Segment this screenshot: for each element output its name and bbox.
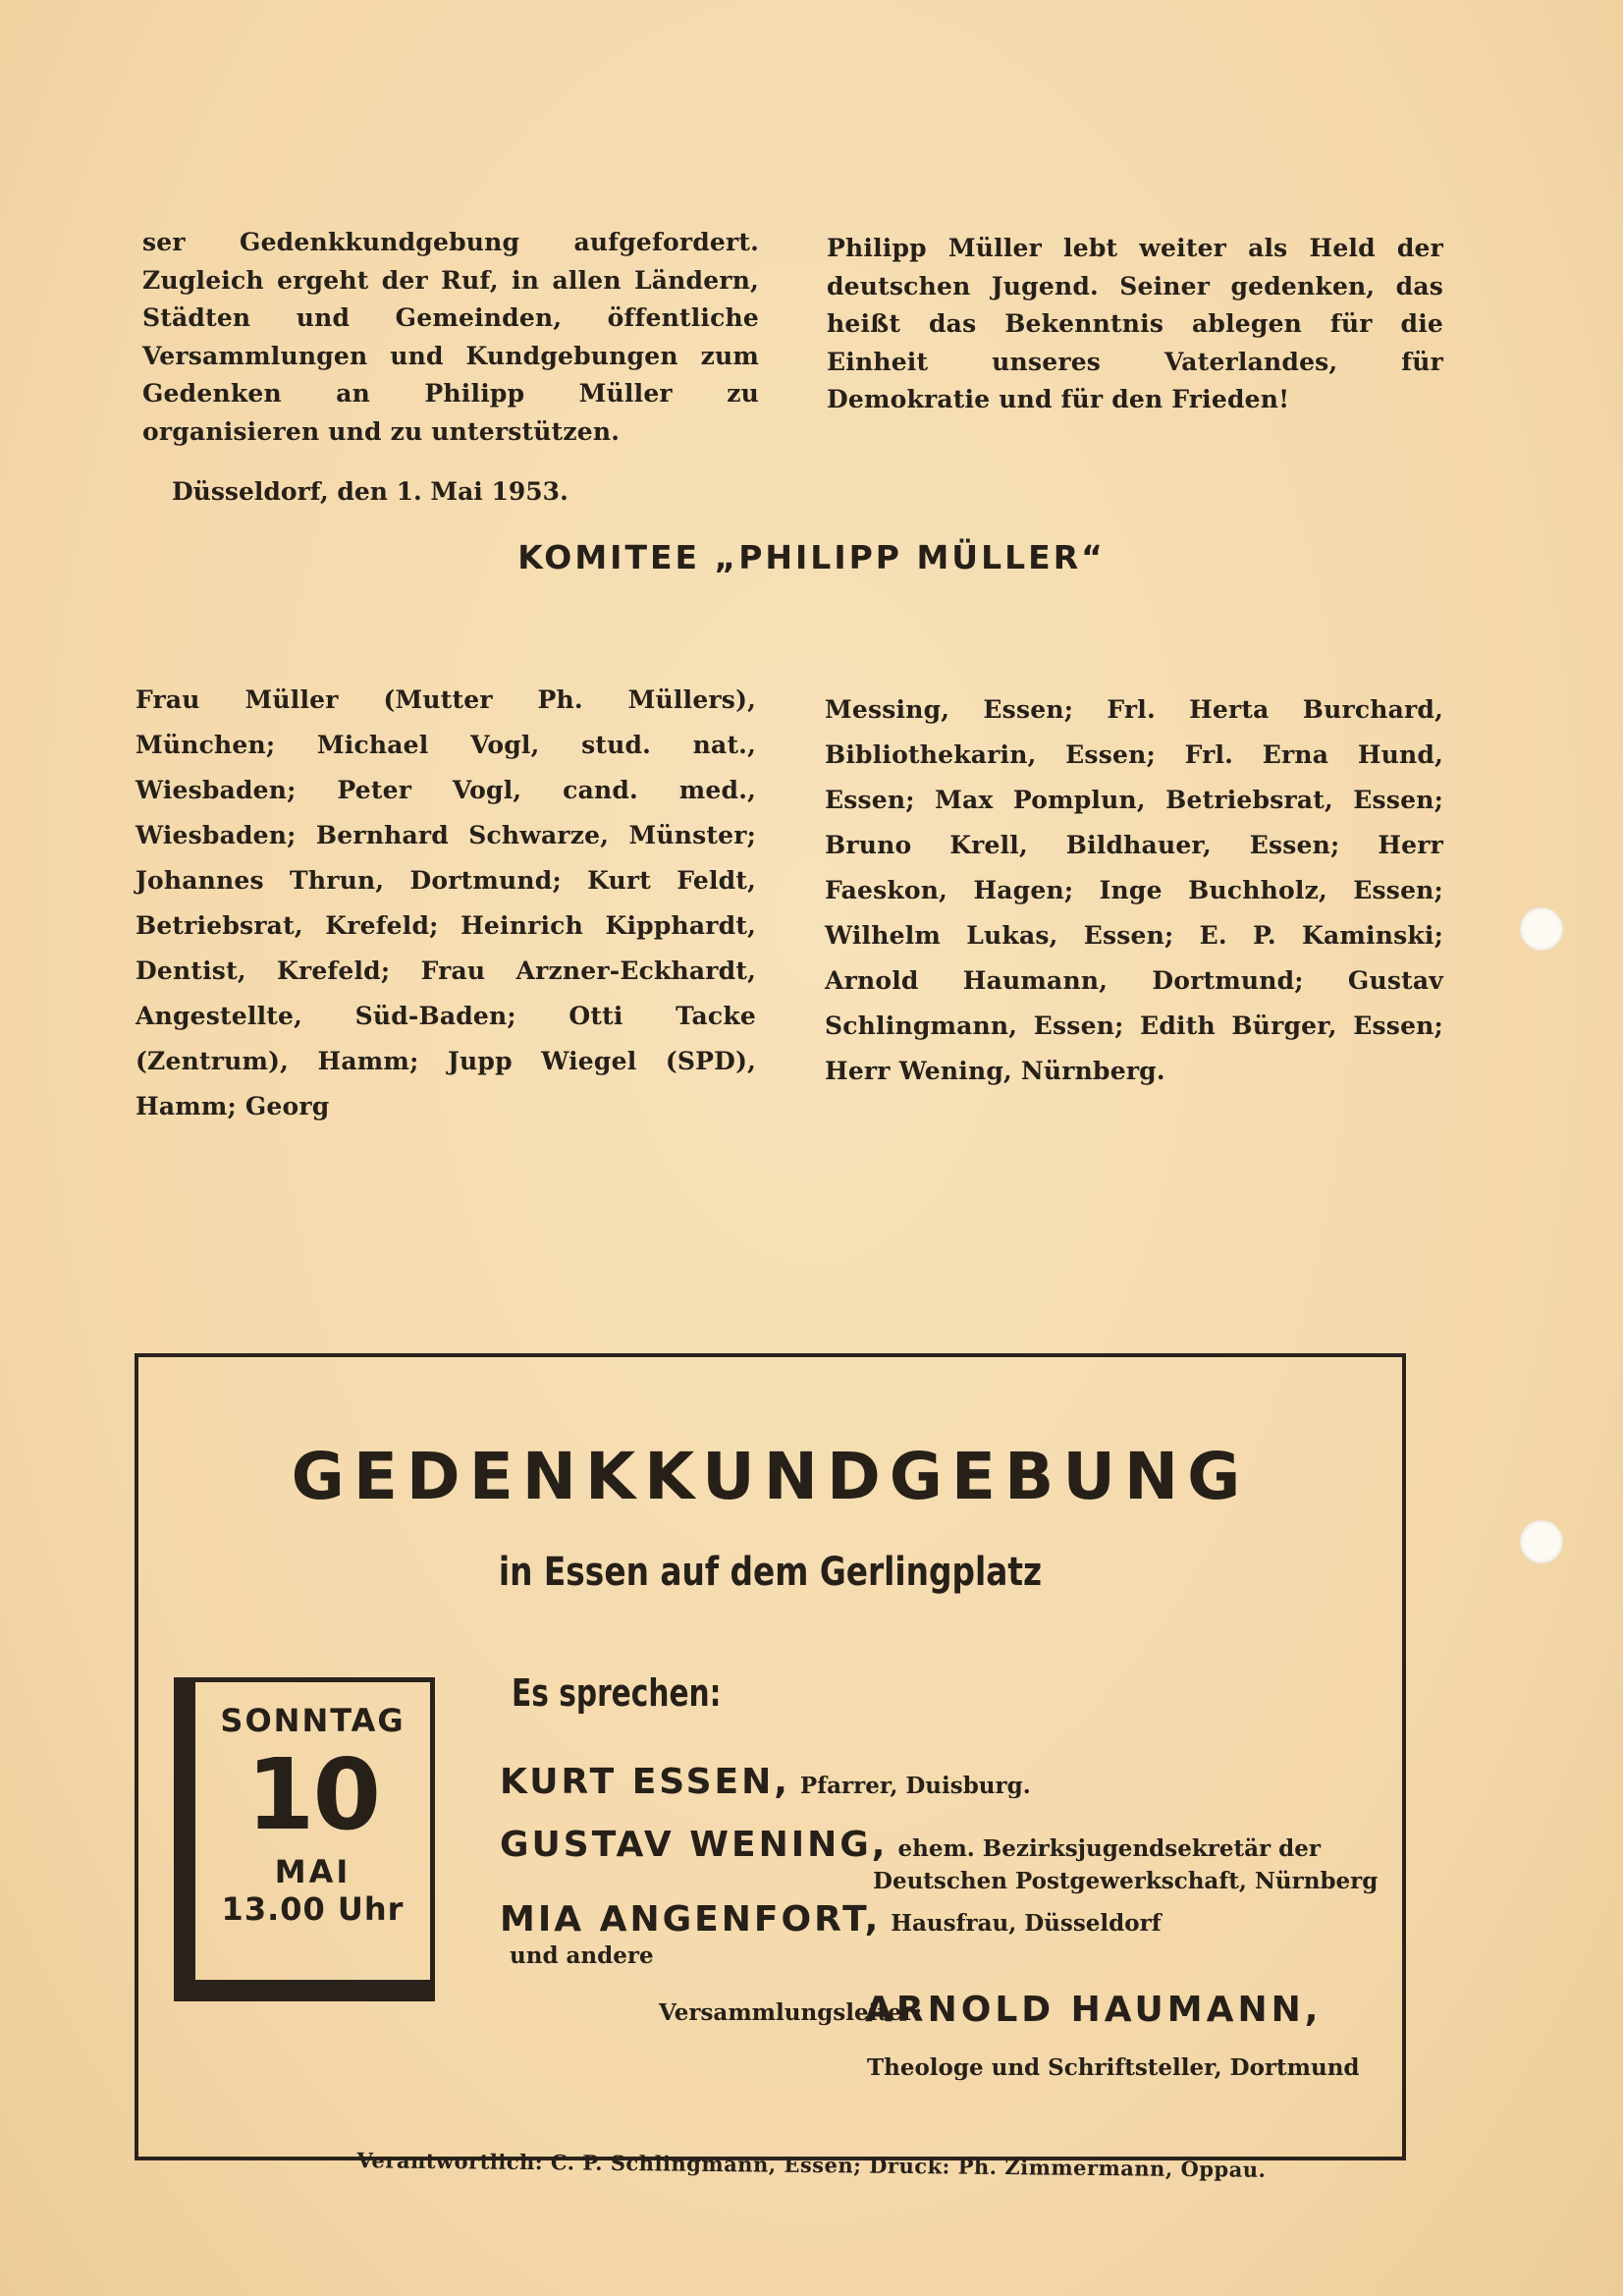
- calendar-time: 13.00 Uhr: [221, 1890, 405, 1928]
- rally-announcement-box: [135, 1353, 1406, 2160]
- chair-name: ARNOLD HAUMANN,: [865, 1990, 1323, 2030]
- punch-hole-bottom: [1520, 1520, 1563, 1563]
- speaker-mia-angenfort: [500, 1899, 1162, 1940]
- chair-role: Theologe und Schriftsteller, Dortmund: [867, 2054, 1360, 2081]
- speaker-name: MIA ANGENFORT,: [500, 1899, 882, 1940]
- speaker-role: Hausfrau, Düsseldorf: [891, 1910, 1162, 1937]
- speaker-name: KURT ESSEN,: [500, 1762, 790, 1802]
- calendar-block: [174, 1677, 435, 2001]
- calendar-month: MAI: [274, 1853, 352, 1890]
- speaker-role: Pfarrer, Duisburg.: [799, 1773, 1031, 1799]
- calendar-day: SONNTAG: [220, 1702, 406, 1739]
- speakers-label: Es sprechen:: [512, 1671, 722, 1715]
- intro-left-paragraph: ser Gedenkkundgebung aufgefordert. Zugleich ergeht der Ruf, in allen Ländern, Städten und Gemeinden, öffentliche Versammlungen und Kundgebungen zum Gedenken an Philipp Müller zu organisieren und zu unterstützen.: [142, 228, 759, 446]
- committee-members-left: Frau Müller (Mutter Ph. Müllers), München; Michael Vogl, stud. nat., Wiesbaden; Peter Vogl, cand. med., Wiesbaden; Bernhard Schwarze, Münster; Johannes Thrun, Dortmund; Kurt Feldt, Betriebsrat, Krefeld; Heinrich Kipphardt, Dentist, Krefeld; Frau Arzner-Eckhardt, Angestellte, Süd-Baden; Otti Tacke (Zentrum), Hamm; Jupp Wiegel (SPD), Hamm; Georg: [135, 685, 756, 1121]
- speaker-kurt-essen: [500, 1762, 1031, 1802]
- date-line: Düsseldorf, den 1. Mai 1953.: [172, 477, 568, 506]
- rally-location: in Essen auf dem Gerlingplatz: [498, 1550, 1043, 1595]
- speaker-gustav-wening: [500, 1825, 1321, 1865]
- and-others: und andere: [510, 1942, 654, 1969]
- punch-hole-top: [1520, 907, 1563, 951]
- speaker-role-line2: Deutschen Postgewerkschaft, Nürnberg: [873, 1868, 1379, 1894]
- imprint-line: Verantwortlich: C. P. Schlingmann, Essen; Druck: Ph. Zimmermann, Oppau.: [356, 2148, 1267, 2182]
- calendar-date: 10: [245, 1737, 380, 1852]
- rally-headline: GEDENKKUNDGEBUNG: [291, 1439, 1250, 1514]
- intro-right-paragraph: Philipp Müller lebt weiter als Held der deutschen Jugend. Seiner gedenken, das heißt das Bekenntnis ablegen für die Einheit unseres Vaterlandes, für Demokratie und für den Frieden!: [827, 234, 1443, 413]
- speaker-name: GUSTAV WENING,: [500, 1825, 889, 1865]
- committee-title: KOMITEE „PHILIPP MÜLLER“: [517, 538, 1106, 576]
- chair-label: Versammlungsleiter:: [659, 1999, 923, 2026]
- speaker-role: ehem. Bezirksjugendsekretär der: [897, 1835, 1321, 1862]
- committee-members-right: Messing, Essen; Frl. Herta Burchard, Bibliothekarin, Essen; Frl. Erna Hund, Essen; Max Pomplun, Betriebsrat, Essen; Bruno Krell, Bildhauer, Essen; Herr Faeskon, Hagen; Inge Buchholz, Essen; Wilhelm Lukas, Essen; E. P. Kaminski; Arnold Haumann, Dortmund; Gustav Schlingmann, Essen; Edith Bürger, Essen; Herr Wening, Nürnberg.: [825, 695, 1443, 1085]
